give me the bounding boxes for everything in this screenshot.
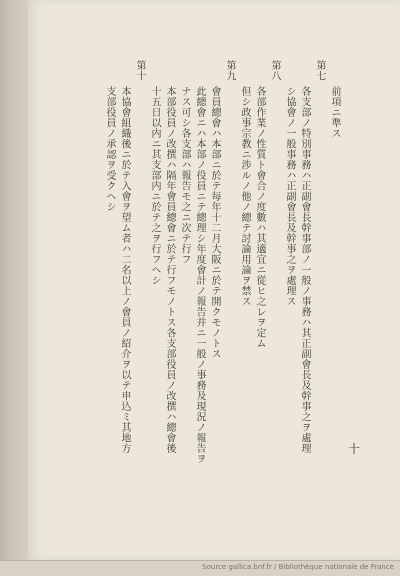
- text-column: ナス可シ各支部ハ報告モ之ニ次テ行フ: [179, 86, 190, 265]
- text-column: シ協會ノ一般事務ハ正副會長及幹事之ヲ處理ス: [284, 86, 295, 307]
- page-number: 十: [347, 442, 360, 456]
- text-column: 會員總會ハ本部ニ於テ每年十二月大阪ニ於テ開クモノトス: [209, 86, 220, 359]
- source-attribution: Source gallica.bnf.fr / Bibliothèque nationale de France: [202, 563, 394, 571]
- vertical-text-block: [102, 60, 342, 490]
- article-heading: 第七: [314, 60, 325, 81]
- text-column: 前項ニ準ス: [329, 86, 340, 139]
- text-column: 此總會ニハ本部ノ役員ニテ總理シ年度會計ノ報告并ニ一般ノ事務及現況ノ報告ヲ: [194, 86, 205, 464]
- article-heading: 第八: [269, 60, 280, 81]
- document-page: [28, 0, 400, 560]
- text-column: 但シ政事宗教ニ渉ルノ他ノ總テ討論用論ヲ禁ス: [239, 86, 250, 307]
- text-column: 十五日以内ニ其支部内ニ於テ之ヲ行フヘシ: [149, 86, 160, 286]
- text-column: 各部作業ノ性質ト會合ノ度數ハ其適宜ニ從ヒ之レヲ定ム: [254, 86, 265, 349]
- text-column: 本部役員ノ改撰ハ隔年會員總會ニ於テ行フモノトス各支部役員ノ改撰ハ總會後: [164, 86, 175, 454]
- text-column: 本協會組織後ニ於テ入會ヲ望ム者ハ二名以上ノ會員ノ紹介ヲ以テ申込ミ其地方: [119, 86, 130, 454]
- article-heading: 第十: [134, 60, 145, 81]
- book-binding-edge: [0, 0, 28, 575]
- text-column: 各支部ノ特別事務ハ正副會長幹事部ノ一般ノ事務ハ其正副會長及幹事之ヲ處理: [299, 86, 310, 454]
- article-heading: 第九: [224, 60, 235, 81]
- text-column: 支部役員ノ承認ヲ受クヘシ: [104, 86, 115, 212]
- footer-bar: [0, 560, 400, 576]
